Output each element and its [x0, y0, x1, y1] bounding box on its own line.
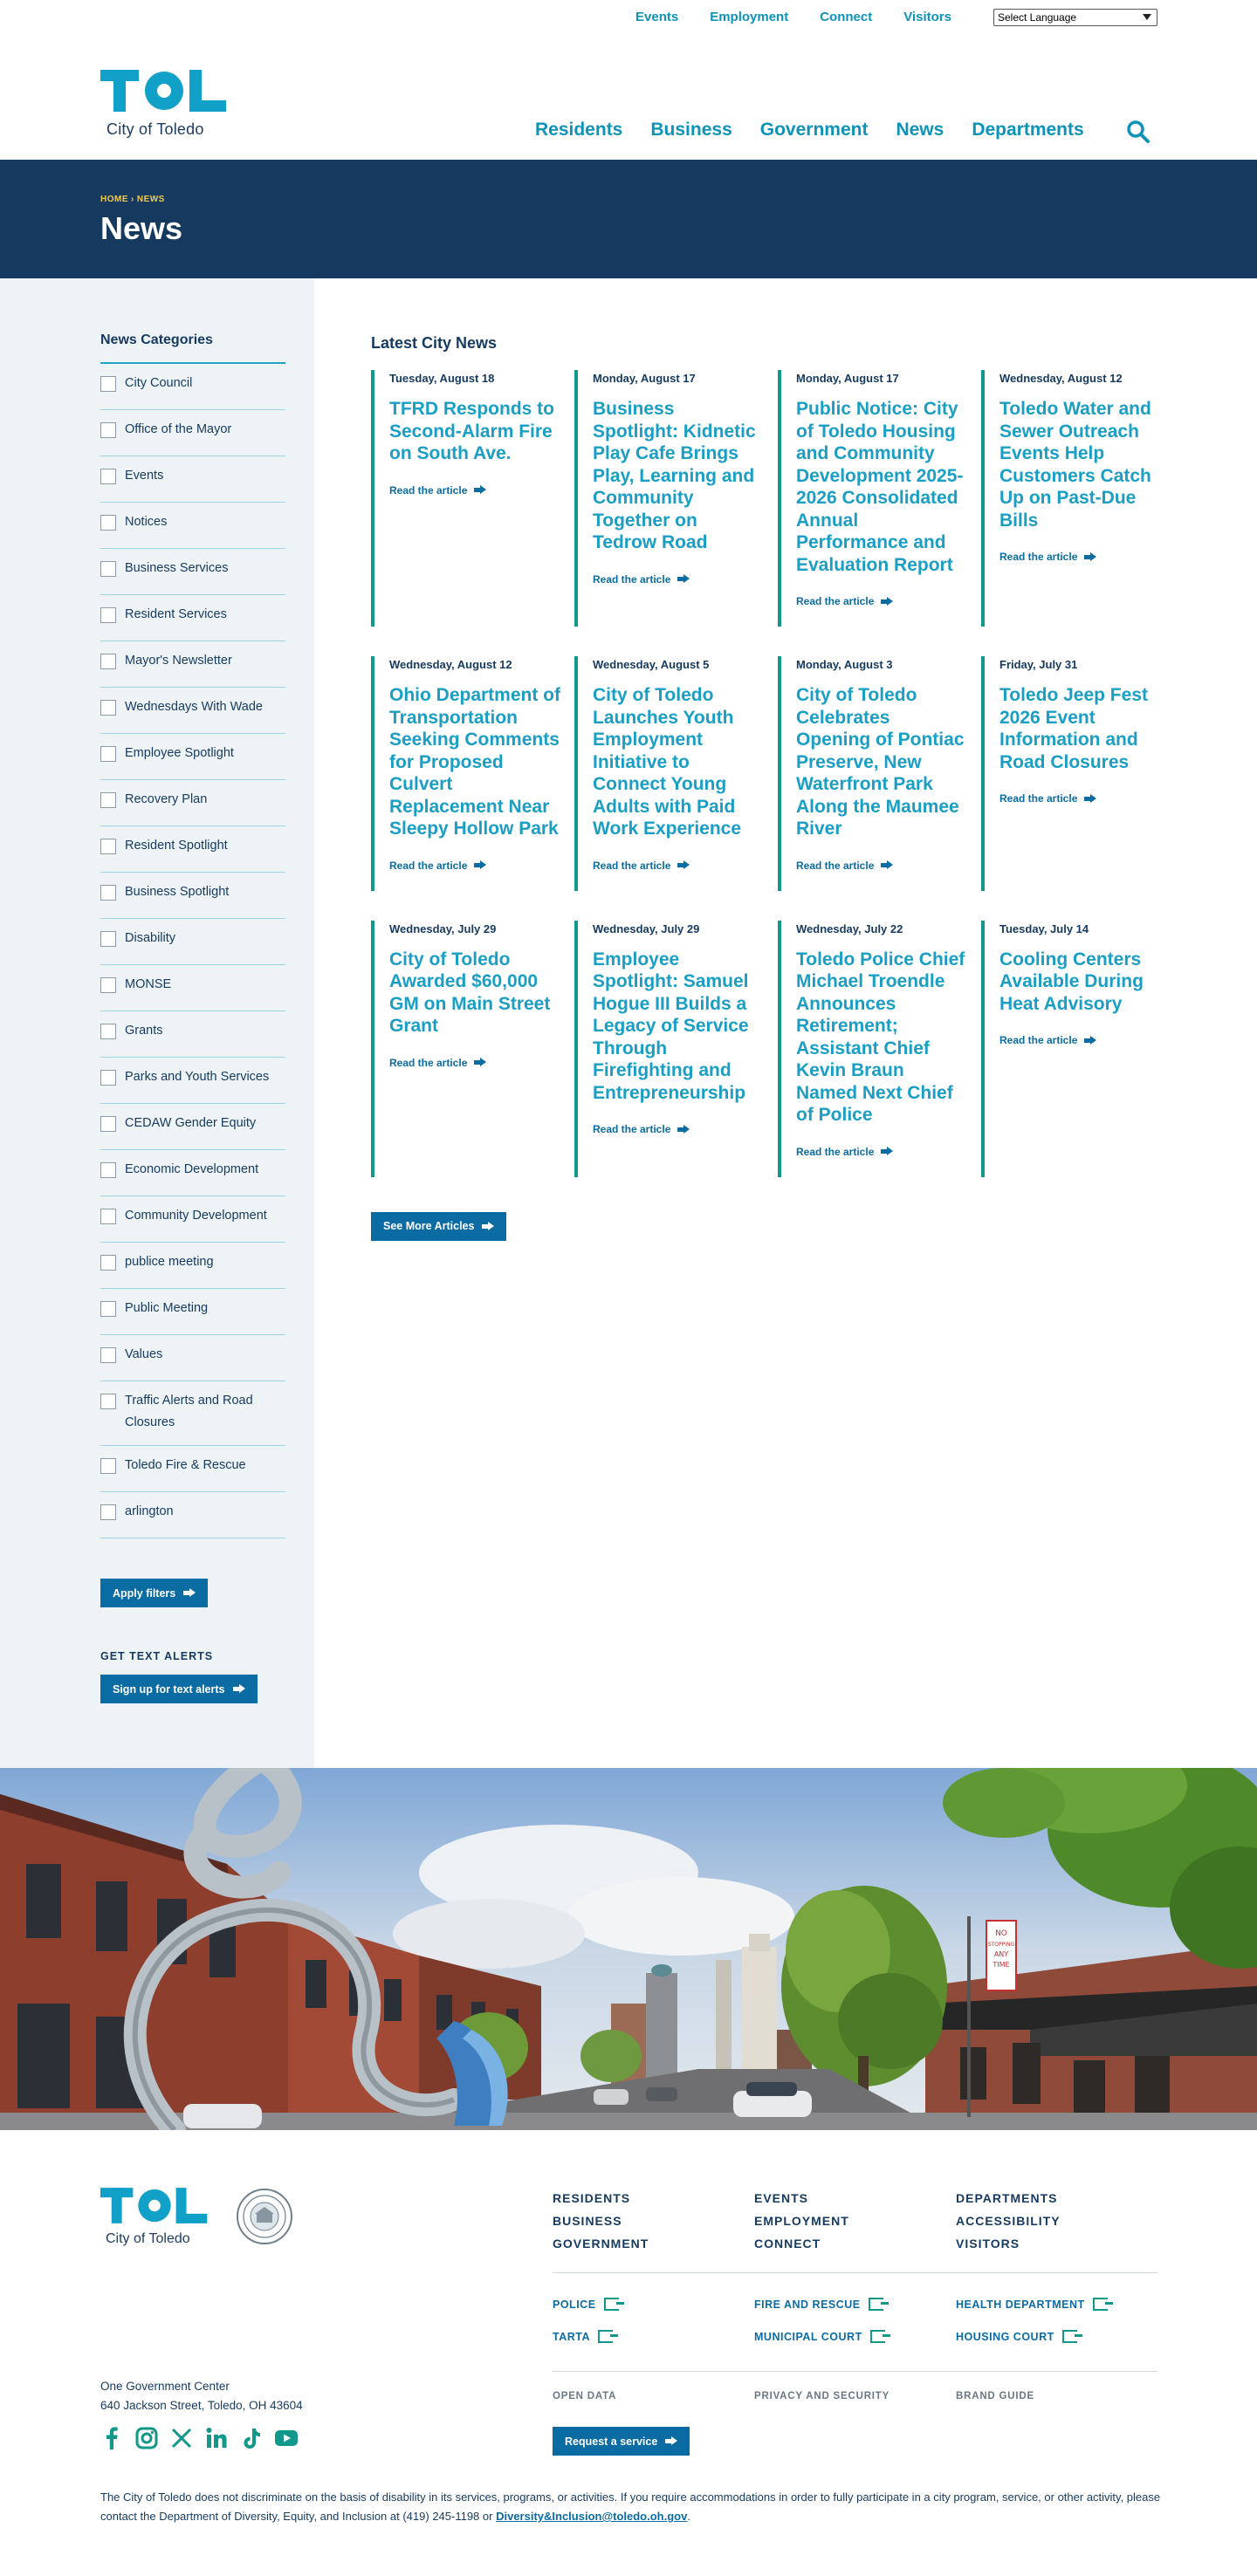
- category-filter-item[interactable]: [100, 595, 285, 641]
- sign-line-1: NO: [995, 1929, 1007, 1938]
- category-filter-item[interactable]: [100, 734, 285, 780]
- footer-link-open-data[interactable]: OPEN DATA: [553, 2391, 617, 2401]
- footer-link-departments[interactable]: DEPARTMENTS: [956, 2191, 1058, 2205]
- news-date: Wednesday, August 12: [389, 658, 512, 671]
- category-filter-item[interactable]: [100, 1196, 285, 1243]
- page-banner: [0, 160, 1257, 278]
- category-filter-item[interactable]: [100, 549, 285, 595]
- category-label: Parks and Youth Services: [125, 1070, 270, 1084]
- news-card: [778, 921, 980, 1177]
- diversity-email-link[interactable]: Diversity&Inclusion@toledo.oh.gov: [496, 2510, 688, 2523]
- news-date: Tuesday, August 18: [389, 372, 495, 385]
- news-date: Monday, August 17: [796, 372, 899, 385]
- arrow-right-icon: [183, 1588, 196, 1598]
- footer-divider: [553, 2371, 1157, 2372]
- category-filter-item[interactable]: [100, 780, 285, 826]
- linkedin-icon[interactable]: [205, 2427, 228, 2449]
- request-service-button[interactable]: [553, 2427, 690, 2456]
- category-checkbox[interactable]: [100, 1504, 116, 1520]
- category-label: Office of the Mayor: [125, 422, 232, 436]
- read-article-label: Read the article: [999, 792, 1078, 805]
- language-select[interactable]: Select Language: [993, 9, 1157, 26]
- category-label: Traffic Alerts and Road Closures: [125, 1394, 253, 1429]
- external-link-icon: [604, 2298, 619, 2311]
- read-article-label: Read the article: [999, 1034, 1078, 1046]
- category-label: Disability: [125, 931, 176, 945]
- news-date: Wednesday, July 29: [389, 921, 497, 935]
- news-title-link[interactable]: Ohio Department of Transportation Seeking Comments for Proposed Culvert Replacement Near Sleepy Hollow Park: [389, 685, 561, 839]
- category-label: Values: [125, 1347, 163, 1361]
- read-article-link[interactable]: [999, 792, 1171, 824]
- category-label: CEDAW Gender Equity: [125, 1116, 257, 1130]
- news-grid: [371, 370, 1257, 1207]
- category-checkbox[interactable]: [100, 700, 116, 716]
- category-label: Mayor's Newsletter: [125, 654, 232, 668]
- category-checkbox[interactable]: [100, 1116, 116, 1132]
- read-article-label: Read the article: [796, 595, 875, 607]
- category-list: [100, 364, 314, 1538]
- see-more-button[interactable]: [371, 1212, 506, 1241]
- read-article-label: Read the article: [389, 483, 468, 497]
- category-checkbox[interactable]: [100, 746, 116, 762]
- see-more-label: See More Articles: [383, 1220, 475, 1232]
- external-link-icon: [869, 2298, 883, 2311]
- site-header: [0, 35, 1257, 160]
- read-article-label: Read the article: [796, 859, 875, 872]
- content-area: [0, 278, 1257, 1768]
- utility-link-visitors[interactable]: Visitors: [903, 10, 951, 24]
- street-scene-image: [0, 1768, 1257, 2130]
- news-date: Friday, July 31: [999, 658, 1078, 671]
- read-article-link[interactable]: [796, 1146, 968, 1177]
- news-title-link[interactable]: Employee Spotlight: Samuel Hogue III Builds a Legacy of Service Through Firefighting and Entrepreneurship: [593, 949, 749, 1103]
- footer-link-business[interactable]: BUSINESS: [553, 2214, 622, 2228]
- category-label: Resident Services: [125, 607, 227, 621]
- sign-line-3: ANY: [993, 1950, 1009, 1958]
- tol-logo-mark: [100, 70, 228, 112]
- read-article-link[interactable]: [389, 860, 561, 891]
- footer-link-police-label: POLICE: [553, 2298, 596, 2311]
- arrow-right-icon: [482, 1222, 494, 1231]
- breadcrumb: [100, 195, 165, 204]
- read-article-label: Read the article: [389, 859, 468, 872]
- external-link-icon: [870, 2330, 885, 2343]
- facebook-icon[interactable]: [100, 2427, 123, 2449]
- footer-link-fire-label: FIRE AND RESCUE: [754, 2298, 861, 2311]
- read-article-link[interactable]: [999, 1034, 1171, 1065]
- category-checkbox[interactable]: [100, 1458, 116, 1474]
- read-article-link[interactable]: [389, 484, 561, 516]
- category-filter-item[interactable]: [100, 1335, 285, 1381]
- category-label: Business Services: [125, 561, 229, 575]
- read-article-link[interactable]: [999, 551, 1171, 582]
- category-checkbox[interactable]: [100, 1394, 116, 1409]
- read-article-label: Read the article: [796, 1145, 875, 1158]
- footer-link-housing-label: HOUSING COURT: [956, 2330, 1054, 2343]
- arrow-right-icon: [677, 860, 690, 870]
- nav-business[interactable]: Business: [650, 120, 732, 140]
- category-checkbox[interactable]: [100, 1301, 116, 1317]
- arrow-right-icon: [474, 485, 486, 495]
- footer-divider: [553, 2272, 1157, 2273]
- category-filter-item[interactable]: [100, 919, 285, 965]
- read-article-label: Read the article: [389, 1056, 468, 1069]
- footer-link-municipal-court[interactable]: [754, 2330, 956, 2343]
- category-label: Recovery Plan: [125, 792, 208, 806]
- category-checkbox[interactable]: [100, 885, 116, 901]
- category-label: Business Spotlight: [125, 885, 230, 899]
- category-label: Notices: [125, 515, 168, 529]
- footer-primary-links: [553, 2191, 1157, 2259]
- arrow-right-icon: [233, 1684, 245, 1694]
- category-checkbox[interactable]: [100, 1347, 116, 1363]
- logo-city-name: City of Toledo: [106, 120, 204, 138]
- footer-link-municipal-label: MUNICIPAL COURT: [754, 2330, 862, 2343]
- arrow-right-icon: [474, 1058, 486, 1067]
- category-filter-item[interactable]: [100, 410, 285, 456]
- news-title-link[interactable]: Cooling Centers Available During Heat Advisory: [999, 949, 1144, 1014]
- category-label: Wednesdays With Wade: [125, 700, 263, 714]
- category-filter-item[interactable]: [100, 1150, 285, 1196]
- category-filter-item[interactable]: [100, 1243, 285, 1289]
- footer-link-events[interactable]: EVENTS: [754, 2191, 809, 2205]
- arrow-right-icon: [677, 574, 690, 584]
- category-checkbox[interactable]: [100, 654, 116, 669]
- category-filter-item[interactable]: [100, 826, 285, 873]
- news-card: [574, 921, 777, 1177]
- category-checkbox[interactable]: [100, 1162, 116, 1178]
- news-filter-sidebar: [0, 278, 314, 1768]
- city-logo[interactable]: [100, 70, 231, 139]
- footer-link-government[interactable]: GOVERNMENT: [553, 2237, 649, 2251]
- category-checkbox[interactable]: [100, 1024, 116, 1039]
- page-title: News: [100, 210, 183, 246]
- category-filter-item[interactable]: [100, 1104, 285, 1150]
- news-date: Wednesday, July 22: [796, 921, 903, 935]
- news-date: Wednesday, August 5: [593, 658, 710, 671]
- text-alerts-label: Sign up for text alerts: [113, 1682, 225, 1696]
- news-date: Wednesday, August 12: [999, 372, 1123, 385]
- news-title-link[interactable]: City of Toledo Launches Youth Employment Initiative to Connect Young Adults with Paid Work Experience: [593, 685, 742, 839]
- nav-departments[interactable]: Departments: [972, 120, 1084, 140]
- news-title-link[interactable]: TFRD Responds to Second-Alarm Fire on South Ave.: [389, 399, 554, 463]
- utility-nav: [635, 10, 983, 24]
- arrow-right-icon: [1084, 552, 1096, 562]
- footer-logo[interactable]: [100, 2188, 214, 2247]
- x-icon[interactable]: [170, 2427, 193, 2449]
- arrow-right-icon: [881, 1147, 893, 1156]
- read-article-link[interactable]: [593, 860, 765, 891]
- news-card: [778, 370, 980, 627]
- category-checkbox[interactable]: [100, 977, 116, 993]
- category-filter-item[interactable]: [100, 503, 285, 549]
- arrow-right-icon: [881, 860, 893, 870]
- category-label: Grants: [125, 1024, 163, 1038]
- news-title-link[interactable]: Toledo Water and Sewer Outreach Events Help Customers Catch Up on Past-Due Bills: [999, 399, 1151, 531]
- news-card: [371, 656, 574, 891]
- news-card: [778, 656, 980, 891]
- news-date: Monday, August 3: [796, 658, 893, 671]
- category-checkbox[interactable]: [100, 792, 116, 808]
- footer-address: [100, 2377, 303, 2415]
- category-filter-item[interactable]: [100, 1381, 285, 1446]
- category-checkbox[interactable]: [100, 469, 116, 484]
- external-link-icon: [598, 2330, 613, 2343]
- instagram-icon[interactable]: [135, 2427, 158, 2449]
- external-link-icon: [1062, 2330, 1077, 2343]
- news-card: [981, 921, 1184, 1177]
- apply-filters-label: Apply filters: [113, 1586, 176, 1600]
- footer-link-employment[interactable]: EMPLOYMENT: [754, 2214, 849, 2228]
- category-label: Public Meeting: [125, 1301, 209, 1315]
- news-card: [981, 370, 1184, 627]
- main-nav: [535, 120, 1112, 140]
- address-line-2: 640 Jackson Street, Toledo, OH 43604: [100, 2399, 303, 2412]
- category-label: Economic Development: [125, 1162, 259, 1176]
- category-label: arlington: [125, 1504, 174, 1518]
- category-checkbox[interactable]: [100, 1209, 116, 1224]
- arrow-right-icon: [881, 597, 893, 606]
- read-article-link[interactable]: [389, 1057, 561, 1088]
- disclaimer-end: .: [687, 2510, 690, 2523]
- category-filter-item[interactable]: [100, 1289, 285, 1335]
- category-checkbox[interactable]: [100, 561, 116, 577]
- category-checkbox[interactable]: [100, 422, 116, 438]
- category-filter-item[interactable]: [100, 1446, 285, 1492]
- sign-line-2: STOPPING: [987, 1942, 1015, 1948]
- news-card: [371, 921, 574, 1177]
- footer-link-tarta[interactable]: [553, 2330, 754, 2343]
- footer-link-connect[interactable]: CONNECT: [754, 2237, 821, 2251]
- footer-logo-city-name: City of Toledo: [106, 2231, 190, 2246]
- arrow-right-icon: [665, 2436, 677, 2446]
- category-checkbox[interactable]: [100, 515, 116, 531]
- category-filter-item[interactable]: [100, 641, 285, 688]
- category-filter-item[interactable]: [100, 1058, 285, 1104]
- read-article-link[interactable]: [796, 860, 968, 891]
- category-label: Resident Spotlight: [125, 839, 228, 853]
- news-title-link[interactable]: City of Toledo Celebrates Opening of Pontiac Preserve, New Waterfront Park Along the Maumee River: [796, 685, 965, 839]
- disclaimer-text: The City of Toledo does not discriminate on the basis of disability in its services, programs, or activities. If you require accommodations in order to fully participate in a city program, service, or other activity, please contact the Department of Diversity, Equity, and Inclusion at (419) 245-1198 or: [100, 2490, 1161, 2523]
- news-heading: Latest City News: [371, 334, 498, 352]
- tol-logo-mark: [100, 2188, 209, 2223]
- nav-news[interactable]: News: [896, 120, 944, 140]
- footer-external-links: [553, 2298, 1157, 2343]
- footer-link-residents[interactable]: RESIDENTS: [553, 2191, 631, 2205]
- utility-bar: [0, 0, 1257, 35]
- breadcrumb-home[interactable]: HOME: [100, 195, 128, 204]
- category-label: MONSE: [125, 977, 172, 991]
- footer-link-accessibility[interactable]: ACCESSIBILITY: [956, 2214, 1061, 2228]
- category-label: publice meeting: [125, 1255, 214, 1269]
- arrow-right-icon: [1084, 794, 1096, 804]
- category-filter-item[interactable]: [100, 1492, 285, 1538]
- arrow-right-icon: [474, 860, 486, 870]
- news-card: [574, 370, 777, 627]
- breadcrumb-current: NEWS: [136, 195, 165, 204]
- footer-link-brand-guide[interactable]: BRAND GUIDE: [956, 2391, 1034, 2401]
- tiktok-icon[interactable]: [240, 2427, 263, 2449]
- footer-link-police[interactable]: [553, 2298, 754, 2311]
- search-icon[interactable]: [1126, 120, 1151, 144]
- utility-link-employment[interactable]: Employment: [710, 10, 789, 24]
- footer-link-fire-and-rescue[interactable]: [754, 2298, 956, 2311]
- category-checkbox[interactable]: [100, 1070, 116, 1086]
- external-link-icon: [1093, 2298, 1108, 2311]
- read-article-link[interactable]: [593, 1123, 765, 1154]
- city-street-photo: [0, 1768, 1257, 2130]
- category-label: Community Development: [125, 1209, 267, 1223]
- footer-legal-links: [553, 2391, 1157, 2401]
- news-main: [314, 278, 1257, 1768]
- news-title-link[interactable]: Toledo Police Chief Michael Troendle Announces Retirement; Assistant Chief Kevin Braun Named Next Chief of Police: [796, 949, 965, 1125]
- categories-heading: News Categories: [100, 332, 285, 364]
- category-label: Employee Spotlight: [125, 746, 234, 760]
- arrow-right-icon: [1084, 1036, 1096, 1045]
- nav-government[interactable]: Government: [759, 120, 869, 140]
- read-article-label: Read the article: [593, 572, 671, 586]
- read-article-link[interactable]: [593, 573, 765, 605]
- footer-link-visitors[interactable]: VISITORS: [956, 2237, 1020, 2251]
- category-filter-item[interactable]: [100, 1011, 285, 1058]
- address-line-1: One Government Center: [100, 2380, 230, 2393]
- non-discrimination-notice: [100, 2488, 1161, 2526]
- category-checkbox[interactable]: [100, 607, 116, 623]
- news-date: Wednesday, July 29: [593, 921, 700, 935]
- category-filter-item[interactable]: [100, 965, 285, 1011]
- footer-link-tarta-label: TARTA: [553, 2330, 590, 2343]
- news-title-link[interactable]: City of Toledo Awarded $60,000 GM on Main Street Grant: [389, 949, 551, 1036]
- news-date: Monday, August 17: [593, 372, 696, 385]
- category-label: City Council: [125, 376, 193, 390]
- news-title-link[interactable]: Business Spotlight: Kidnetic Play Cafe Brings Play, Learning and Community Together on Tedrow Road: [593, 399, 756, 552]
- footer-link-health-department[interactable]: [956, 2298, 1157, 2311]
- category-checkbox[interactable]: [100, 376, 116, 392]
- text-alerts-heading: GET TEXT ALERTS: [100, 1650, 214, 1662]
- read-article-label: Read the article: [593, 1123, 671, 1135]
- category-label: Events: [125, 469, 164, 483]
- sign-line-4: TIME: [993, 1961, 1010, 1969]
- utility-link-connect[interactable]: Connect: [820, 10, 873, 24]
- site-footer: [0, 2130, 1257, 2575]
- news-card: [371, 370, 574, 627]
- footer-link-health-label: HEALTH DEPARTMENT: [956, 2298, 1085, 2311]
- news-date: Tuesday, July 14: [999, 921, 1089, 935]
- arrow-right-icon: [677, 1125, 690, 1134]
- text-alerts-button[interactable]: [100, 1675, 258, 1703]
- category-checkbox[interactable]: [100, 931, 116, 947]
- category-checkbox[interactable]: [100, 1255, 116, 1271]
- news-card: [981, 656, 1184, 891]
- utility-link-events[interactable]: Events: [635, 10, 679, 24]
- category-filter-item[interactable]: [100, 456, 285, 503]
- nav-residents[interactable]: Residents: [535, 120, 623, 140]
- read-article-label: Read the article: [999, 551, 1078, 563]
- read-article-link[interactable]: [796, 595, 968, 627]
- request-service-label: Request a service: [565, 2435, 658, 2448]
- category-filter-item[interactable]: [100, 688, 285, 734]
- category-checkbox[interactable]: [100, 839, 116, 854]
- social-links: [100, 2427, 298, 2449]
- category-filter-item[interactable]: [100, 364, 285, 410]
- apply-filters-button[interactable]: [100, 1579, 208, 1607]
- category-filter-item[interactable]: [100, 873, 285, 919]
- footer-link-privacy[interactable]: PRIVACY AND SECURITY: [754, 2391, 890, 2401]
- read-article-label: Read the article: [593, 859, 671, 872]
- footer-link-housing-court[interactable]: [956, 2330, 1157, 2343]
- news-title-link[interactable]: Public Notice: City of Toledo Housing and Community Development 2025-2026 Consolidated Annual Performance and Evaluation Report: [796, 399, 964, 575]
- category-label: Toledo Fire & Rescue: [125, 1458, 246, 1472]
- news-title-link[interactable]: Toledo Jeep Fest 2026 Event Information and Road Closures: [999, 685, 1148, 772]
- news-card: [574, 656, 777, 891]
- youtube-icon[interactable]: [275, 2427, 298, 2449]
- breadcrumb-separator: ›: [131, 195, 134, 204]
- city-seal-icon: [236, 2188, 293, 2245]
